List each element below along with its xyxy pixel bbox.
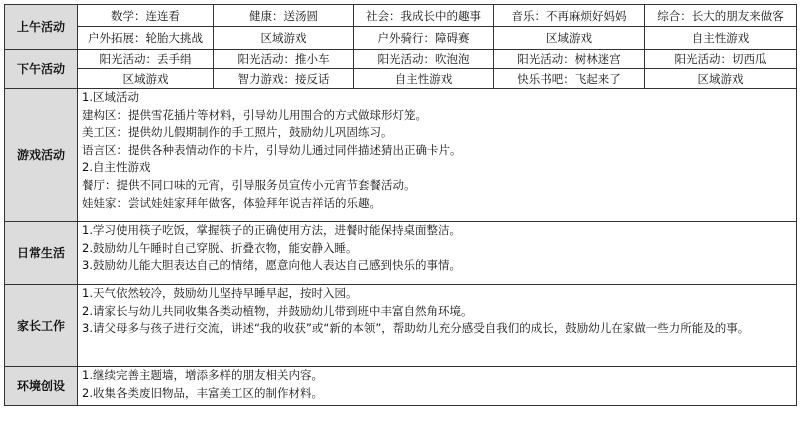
- parents-row: [5, 285, 797, 367]
- afternoon-activity-cell: 阳光活动：推小车: [214, 50, 354, 69]
- afternoon-activity-cell: 阳光活动：吹泡泡: [354, 50, 494, 69]
- morning-activity-cell: 健康：送汤圆: [214, 5, 354, 27]
- afternoon-activity-cell: 区域游戏: [78, 69, 214, 89]
- parents-line: 1.天气依然较冷，鼓励幼儿坚持早睡早起，按时入园。: [82, 286, 358, 300]
- parents-line: 2.请家长与幼儿共同收集各类动植物，并鼓励幼儿带到班中丰富自然角环境。: [82, 303, 473, 318]
- game-label: 游戏活动: [5, 89, 78, 222]
- environment-content: [78, 367, 797, 406]
- daily-line: 1.学习使用筷子吃饭，掌握筷子的正确使用方法，进餐时能保持桌面整洁。: [82, 223, 461, 237]
- game-row: [5, 89, 797, 222]
- afternoon-activity-cell: 阳光活动：切西瓜: [645, 50, 797, 69]
- morning-activity-cell: 社会：我成长中的趣事: [354, 5, 494, 27]
- afternoon-activity-cell: 区域游戏: [645, 69, 797, 89]
- morning-activity-cell: 户外骑行：障碍赛: [354, 27, 494, 50]
- environment-line: 1.继续完善主题墙，增添多样的朋友相关内容。: [82, 368, 323, 382]
- parents-line: 3.请父母多与孩子进行交流，讲述“我的收获”或“新的本领”，帮助幼儿充分感受自我们的成长，鼓励幼儿在家做一些力所能及的事。: [82, 321, 750, 336]
- game-content: [78, 89, 797, 222]
- game-line: 2.自主性游戏: [82, 160, 151, 175]
- daily-line: 3.鼓励幼儿能大胆表达自己的情绪，愿意向他人表达自己感到快乐的事情。: [82, 258, 461, 273]
- morning-activity-cell: 自主性游戏: [645, 27, 797, 50]
- afternoon-label: 下午活动: [5, 50, 78, 89]
- morning-label: 上午活动: [5, 5, 78, 50]
- game-line: 建构区：提供雪花插片等材料，引导幼儿用围合的方式做球形灯笼。: [82, 107, 427, 122]
- morning-activity-cell: 音乐：不再麻烦好妈妈: [494, 5, 645, 27]
- parents-label: 家长工作: [5, 285, 78, 367]
- environment-row: [5, 367, 797, 406]
- morning-row-2: [5, 27, 797, 50]
- afternoon-activity-cell: 阳光活动：丢手绢: [78, 50, 214, 69]
- game-line: 娃娃家：尝试娃娃家拜年做客，体验拜年说吉祥话的乐趣。: [82, 195, 381, 210]
- daily-content: [78, 222, 797, 285]
- morning-activity-cell: 区域游戏: [214, 27, 354, 50]
- game-line: 餐厅：提供不同口味的元宵，引导服务员宣传小元宵节套餐活动。: [82, 177, 416, 192]
- morning-row-1: [5, 5, 797, 27]
- weekly-plan-table: [4, 4, 797, 406]
- morning-activity-cell: 综合：长大的朋友来做客: [645, 5, 797, 27]
- game-line: 美工区：提供幼儿假期制作的手工照片，鼓励幼儿巩固练习。: [82, 125, 393, 140]
- morning-activity-cell: 户外拓展：轮胎大挑战: [78, 27, 214, 50]
- daily-label: 日常生活: [5, 222, 78, 285]
- afternoon-row-1: [5, 50, 797, 69]
- afternoon-activity-cell: 自主性游戏: [354, 69, 494, 89]
- environment-line: 2.收集各类废旧物品，丰富美工区的制作材料。: [82, 385, 323, 400]
- afternoon-row-2: [5, 69, 797, 89]
- afternoon-activity-cell: 快乐书吧：飞起来了: [494, 69, 645, 89]
- parents-content: [78, 285, 797, 367]
- afternoon-activity-cell: 阳光活动：树林迷宫: [494, 50, 645, 69]
- environment-label: 环境创设: [5, 367, 78, 406]
- game-line: 1.区域活动: [82, 90, 139, 104]
- game-line: 语言区：提供各种表情动作的卡片，引导幼儿通过同伴描述猜出正确卡片。: [82, 142, 462, 157]
- afternoon-activity-cell: 智力游戏：接反话: [214, 69, 354, 89]
- daily-row: [5, 222, 797, 285]
- daily-line: 2.鼓励幼儿午睡时自己穿脱、折叠衣物，能安静入睡。: [82, 240, 358, 255]
- morning-activity-cell: 数学：连连看: [78, 5, 214, 27]
- morning-activity-cell: 区域游戏: [494, 27, 645, 50]
